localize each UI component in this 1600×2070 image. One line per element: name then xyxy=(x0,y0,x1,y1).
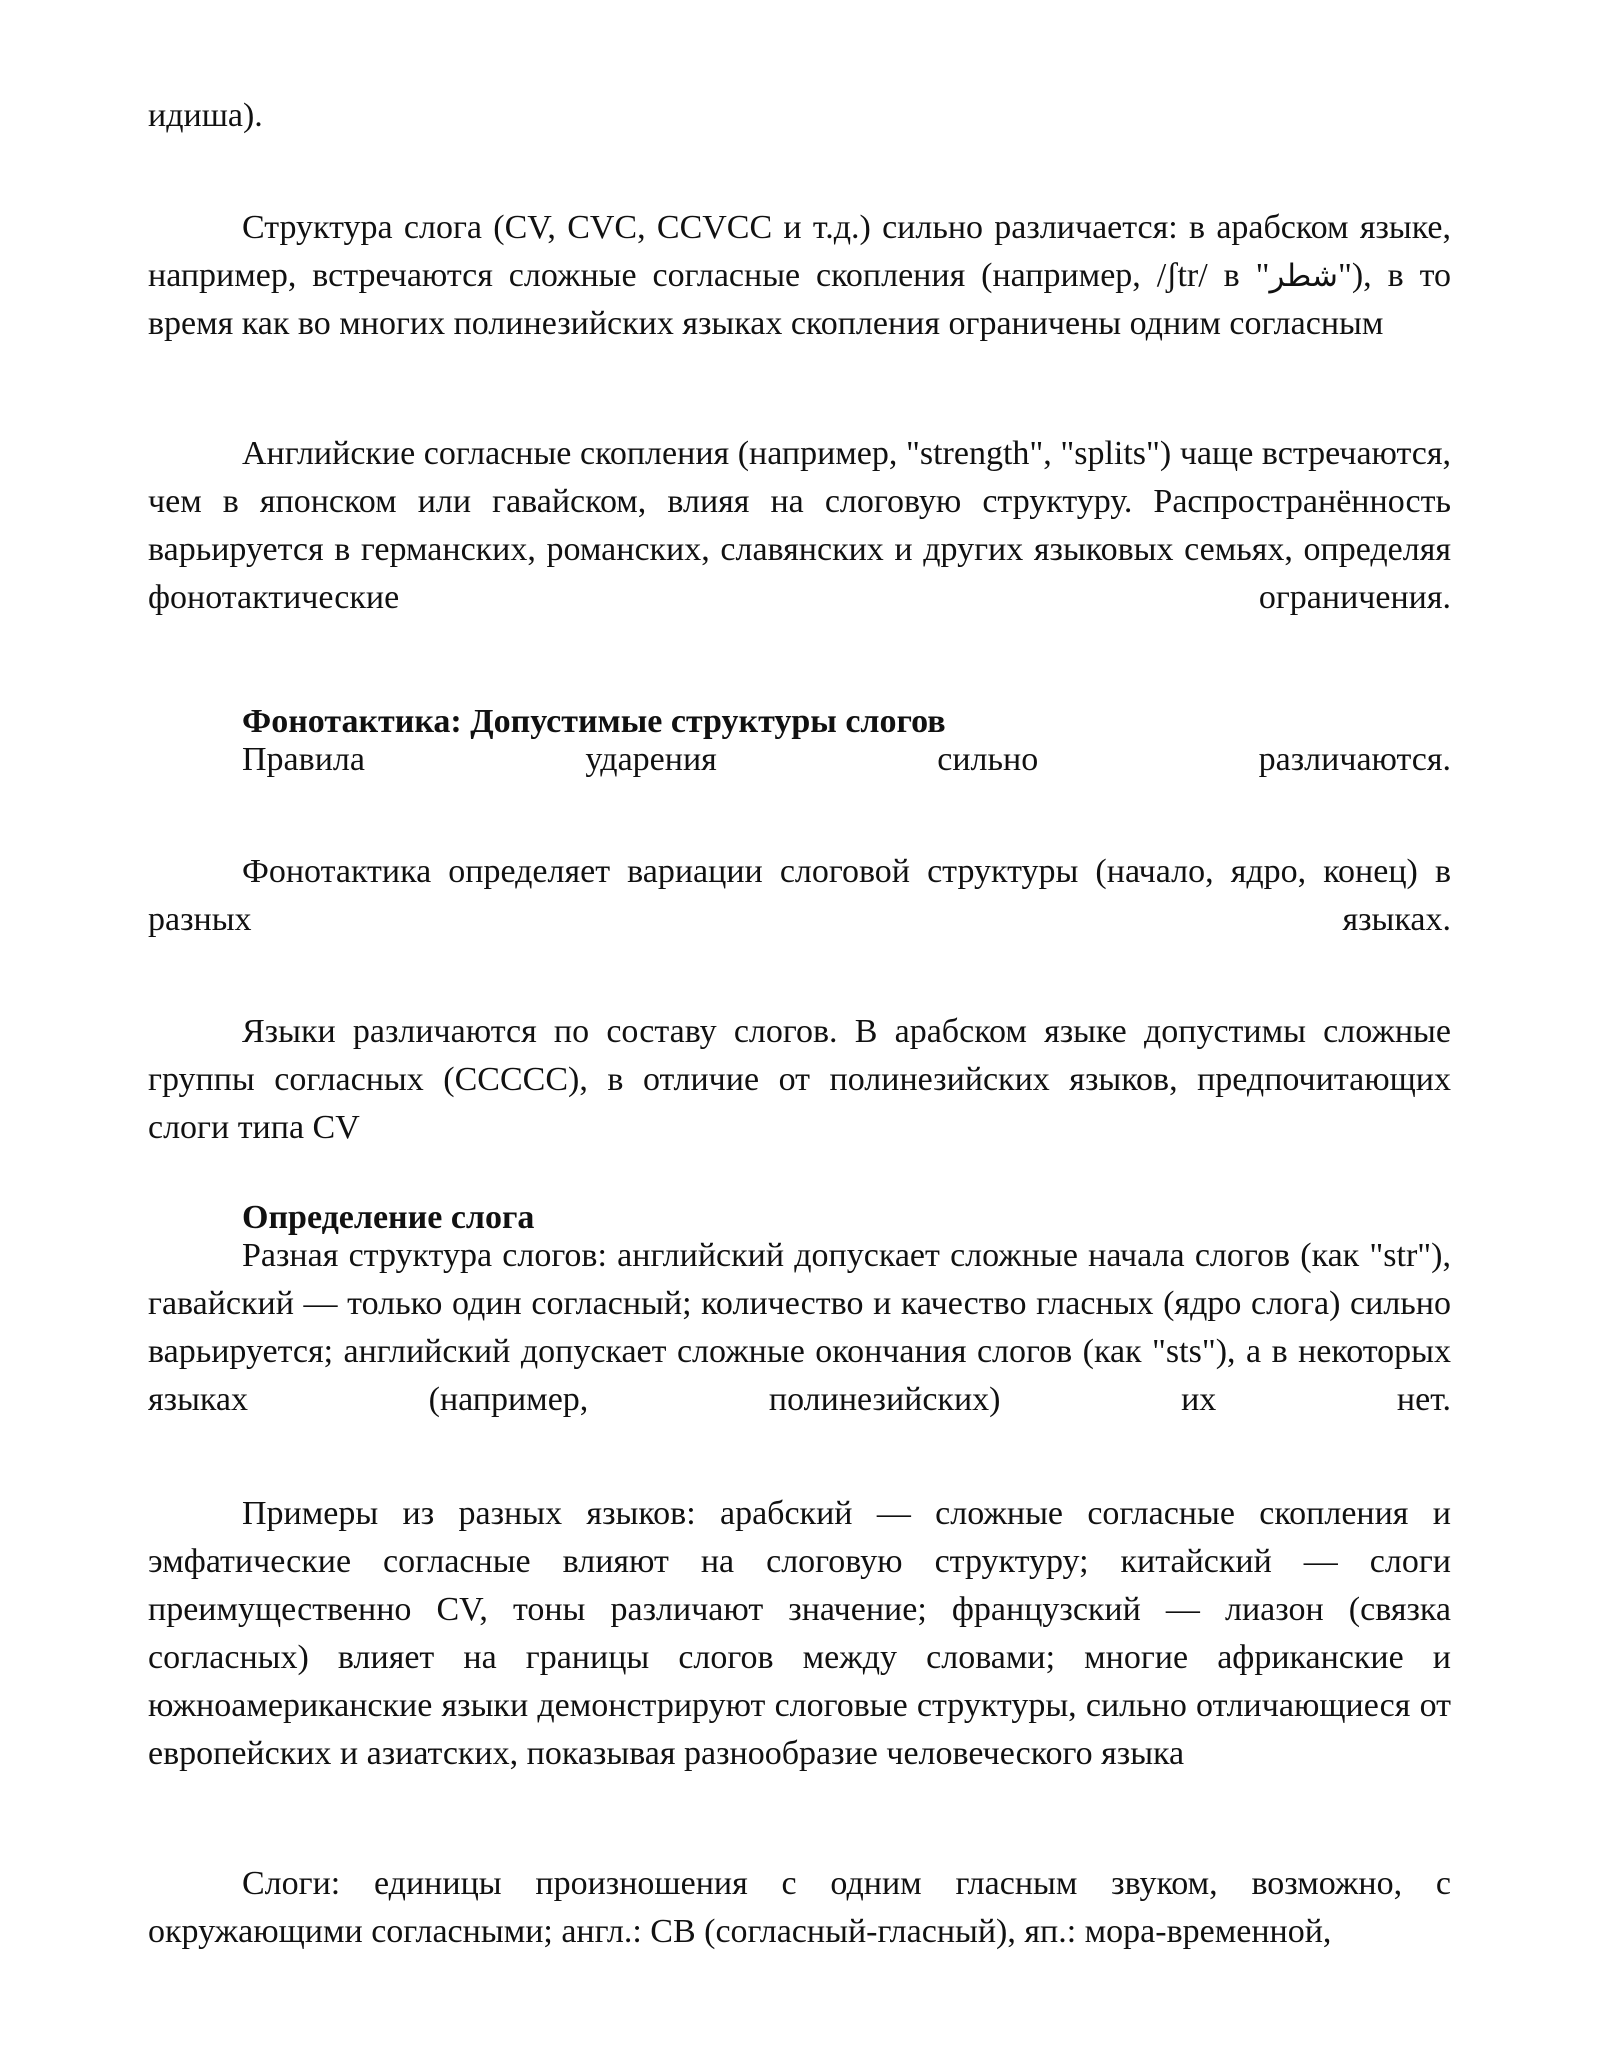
paragraph-5: Языки различаются по составу слогов. В арабском языке допустимы сложные группы согласных (CCCCC), в отличие от полинезийских языков, предпочитающих слоги типа CV xyxy=(148,1013,1451,1146)
paragraph-syllable-composition xyxy=(148,1008,1451,1152)
paragraph-fragment: идиша). xyxy=(148,97,263,134)
paragraph-3: Правила ударения сильно различаются. xyxy=(242,741,1451,778)
paragraph-syllables-units xyxy=(148,1860,1451,1956)
paragraph-stress-rules-block xyxy=(148,736,1451,784)
paragraph-7: Примеры из разных языков: арабский — сложные согласные скопления и эмфатические согласные влияют на слоговую структуру; китайский — слоги преимущественно CV, тоны различают значение; французский — лиазон (связка согласных) влияет на границы слогов между словами; многие африканские и южноамериканские языки демонстрируют слоговые структуры, сильно отличающиеся от европейских и азиатских, показывая разнообразие человеческого языка xyxy=(148,1495,1451,1772)
paragraph-6: Разная структура слогов: английский допускает сложные начала слогов (как "str"), гавайский — только один согласный; количество и качество гласных (ядро слога) сильно варьируется; английский допускает сложные окончания слогов (как "sts"), а в некоторых языках (например, полинезийских) их нет. xyxy=(148,1237,1451,1418)
paragraph-1-part-b: "), в то время как во многих полинезийских языках скопления ограничены одним согласным xyxy=(148,257,1451,342)
paragraph-language-examples xyxy=(148,1490,1451,1778)
paragraph-1-part-a: Структура слога (CV, CVC, CCVCC и т.д.) сильно различается: в арабском языке, например, встречаются сложные согласные скопления (например, /ʃtr/ в " xyxy=(148,209,1451,294)
paragraph-different-structures xyxy=(148,1232,1451,1424)
text-fragment-top xyxy=(148,92,1451,140)
heading-phonotactics: Фонотактика: Допустимые структуры слогов xyxy=(242,703,946,740)
paragraph-8: Слоги: единицы произношения с одним гласным звуком, возможно, с окружающими согласными; англ.: CB (согласный-гласный), яп.: мора-временной, xyxy=(148,1865,1451,1950)
paragraph-2: Английские согласные скопления (например, "strength", "splits") чаще встречаются, чем в японском или гавайском, влияя на слоговую структуру. Распространённость варьируется в германских, романских, славянских и других языковых семьях, определяя фонотактические ограничения. xyxy=(148,435,1451,616)
paragraph-1 xyxy=(148,204,1451,348)
heading-syllable-definition: Определение слога xyxy=(242,1199,535,1236)
paragraph-syllable-structure xyxy=(148,204,1451,348)
paragraph-4: Фонотактика определяет вариации слоговой структуры (начало, ядро, конец) в разных языках. xyxy=(148,853,1451,938)
arabic-word: شطر xyxy=(1269,258,1338,294)
paragraph-phonotactics-variation xyxy=(148,848,1451,944)
paragraph-english-clusters xyxy=(148,430,1451,622)
